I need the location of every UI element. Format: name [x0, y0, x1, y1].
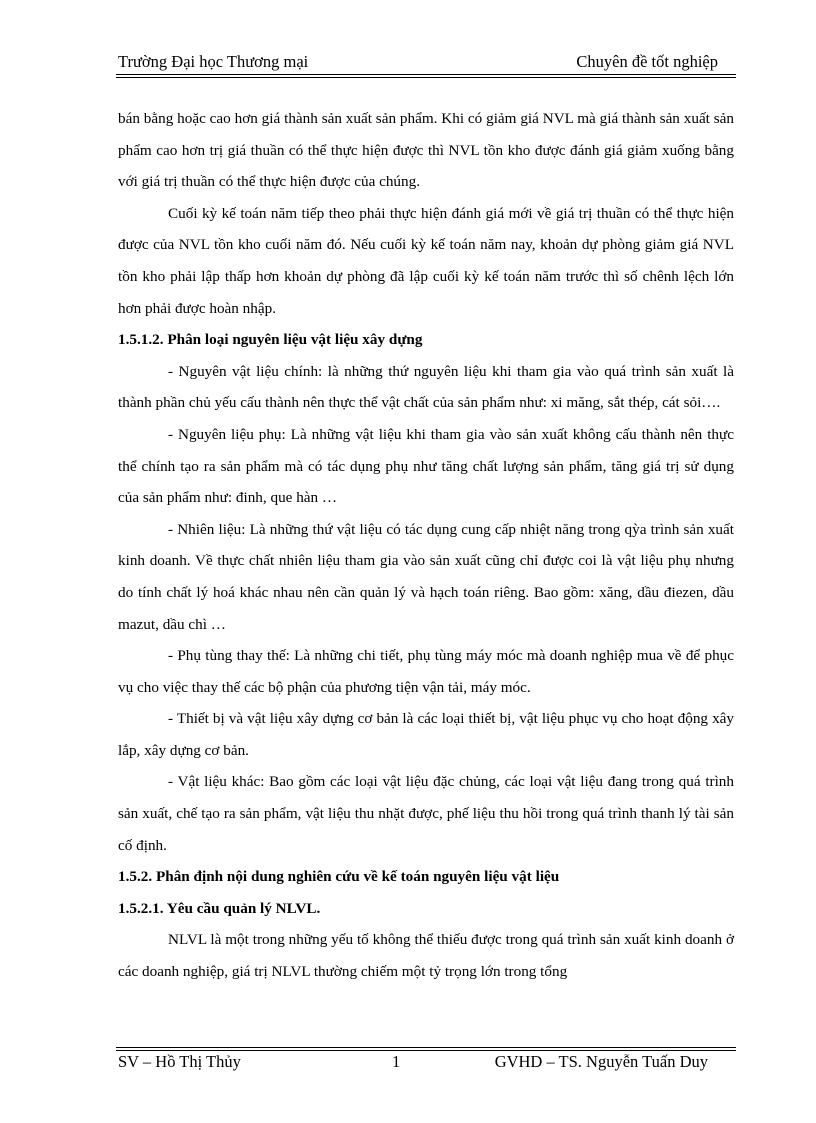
- footer-rule: [116, 1047, 736, 1051]
- header-rule: [116, 74, 736, 78]
- section-heading: 1.5.2.1. Yêu cầu quản lý NLVL.: [118, 899, 321, 917]
- page-body: [118, 103, 734, 988]
- paragraph: NLVL là một trong những yếu tố không thể thiếu được trong quá trình sản xuất kinh doanh ở các doanh nghiệp, giá trị NLVL thường chiếm một tỷ trọng lớn trong tổng: [118, 931, 734, 981]
- paragraph: - Nhiên liệu: Là những thứ vật liệu có tác dụng cung cấp nhiệt năng trong qỳa trình sản xuất kinh doanh. Về thực chất nhiên liệu tham gia vào sản xuất cũng chỉ được coi là vật liệu phụ nhưng do tính chất lý hoá khác nhau nên cần quản lý và hạch toán riêng. Bao gồm: xăng, dầu điezen, dầu mazut, dầu chì …: [118, 520, 734, 633]
- header-doc-type: Chuyên đề tốt nghiệp: [576, 52, 718, 71]
- section-heading: 1.5.2. Phân định nội dung nghiên cứu về kế toán nguyên liệu vật liệu: [118, 868, 560, 886]
- page-number: 1: [392, 1052, 401, 1071]
- page-header: [116, 52, 736, 76]
- footer-supervisor: GVHD – TS. Nguyễn Tuấn Duy: [494, 1052, 708, 1071]
- paragraph: - Vật liệu khác: Bao gồm các loại vật liệu đặc chủng, các loại vật liệu đang trong quá trình sản xuất, chế tạo ra sản phẩm, vật liệu thu nhặt được, phế liệu thu hồi trong quá trình thanh lý tài sản cố định.: [118, 773, 734, 854]
- header-university: Trường Đại học Thương mại: [118, 52, 309, 71]
- paragraph: Cuối kỳ kế toán năm tiếp theo phải thực hiện đánh giá mới về giá trị thuần có thể thực hiện được của NVL tồn kho cuối năm đó. Nếu cuối kỳ kế toán năm nay, khoản dự phòng giảm giá NVL tồn kho phải lập thấp hơn khoản dự phòng đã lập cuối kỳ kế toán năm trước thì số chênh lệch lớn hơn phải được hoàn nhập.: [118, 204, 734, 317]
- paragraph: - Phụ tùng thay thế: Là những chi tiết, phụ tùng máy móc mà doanh nghiệp mua về để phục vụ cho việc thay thế các bộ phận của phương tiện vận tải, máy móc.: [118, 647, 734, 696]
- section-heading: 1.5.1.2. Phân loại nguyên liệu vật liệu xây dựng: [118, 331, 423, 349]
- paragraph: bán bằng hoặc cao hơn giá thành sản xuất sản phẩm. Khi có giảm giá NVL mà giá thành sản xuất sản phẩm cao hơn trị giá thuần có thể thực hiện được thì NVL tồn kho được đánh giá giảm xuống bằng với giá trị thuần có thể thực hiện được của chúng.: [118, 110, 734, 191]
- footer-student: SV – Hồ Thị Thủy: [118, 1052, 241, 1071]
- paragraph: - Nguyên vật liệu chính: là những thứ nguyên liệu khi tham gia vào quá trình sản xuất là thành phần chủ yếu cấu thành nên thực thể vật chất của sản phẩm như: xi măng, sắt thép, cát sỏi….: [118, 362, 734, 412]
- paragraph: - Nguyên liệu phụ: Là những vật liệu khi tham gia vào sản xuất không cấu thành nên thực thể chính tạo ra sản phẩm mà có tác dụng phụ như tăng chất lượng sản phẩm, tăng giá trị sử dụng của sản phẩm như: đinh, que hàn …: [118, 425, 734, 507]
- page-footer: [116, 1052, 736, 1076]
- paragraph: - Thiết bị và vật liệu xây dựng cơ bản là các loại thiết bị, vật liệu phục vụ cho hoạt động xây lắp, xây dựng cơ bản.: [118, 710, 734, 759]
